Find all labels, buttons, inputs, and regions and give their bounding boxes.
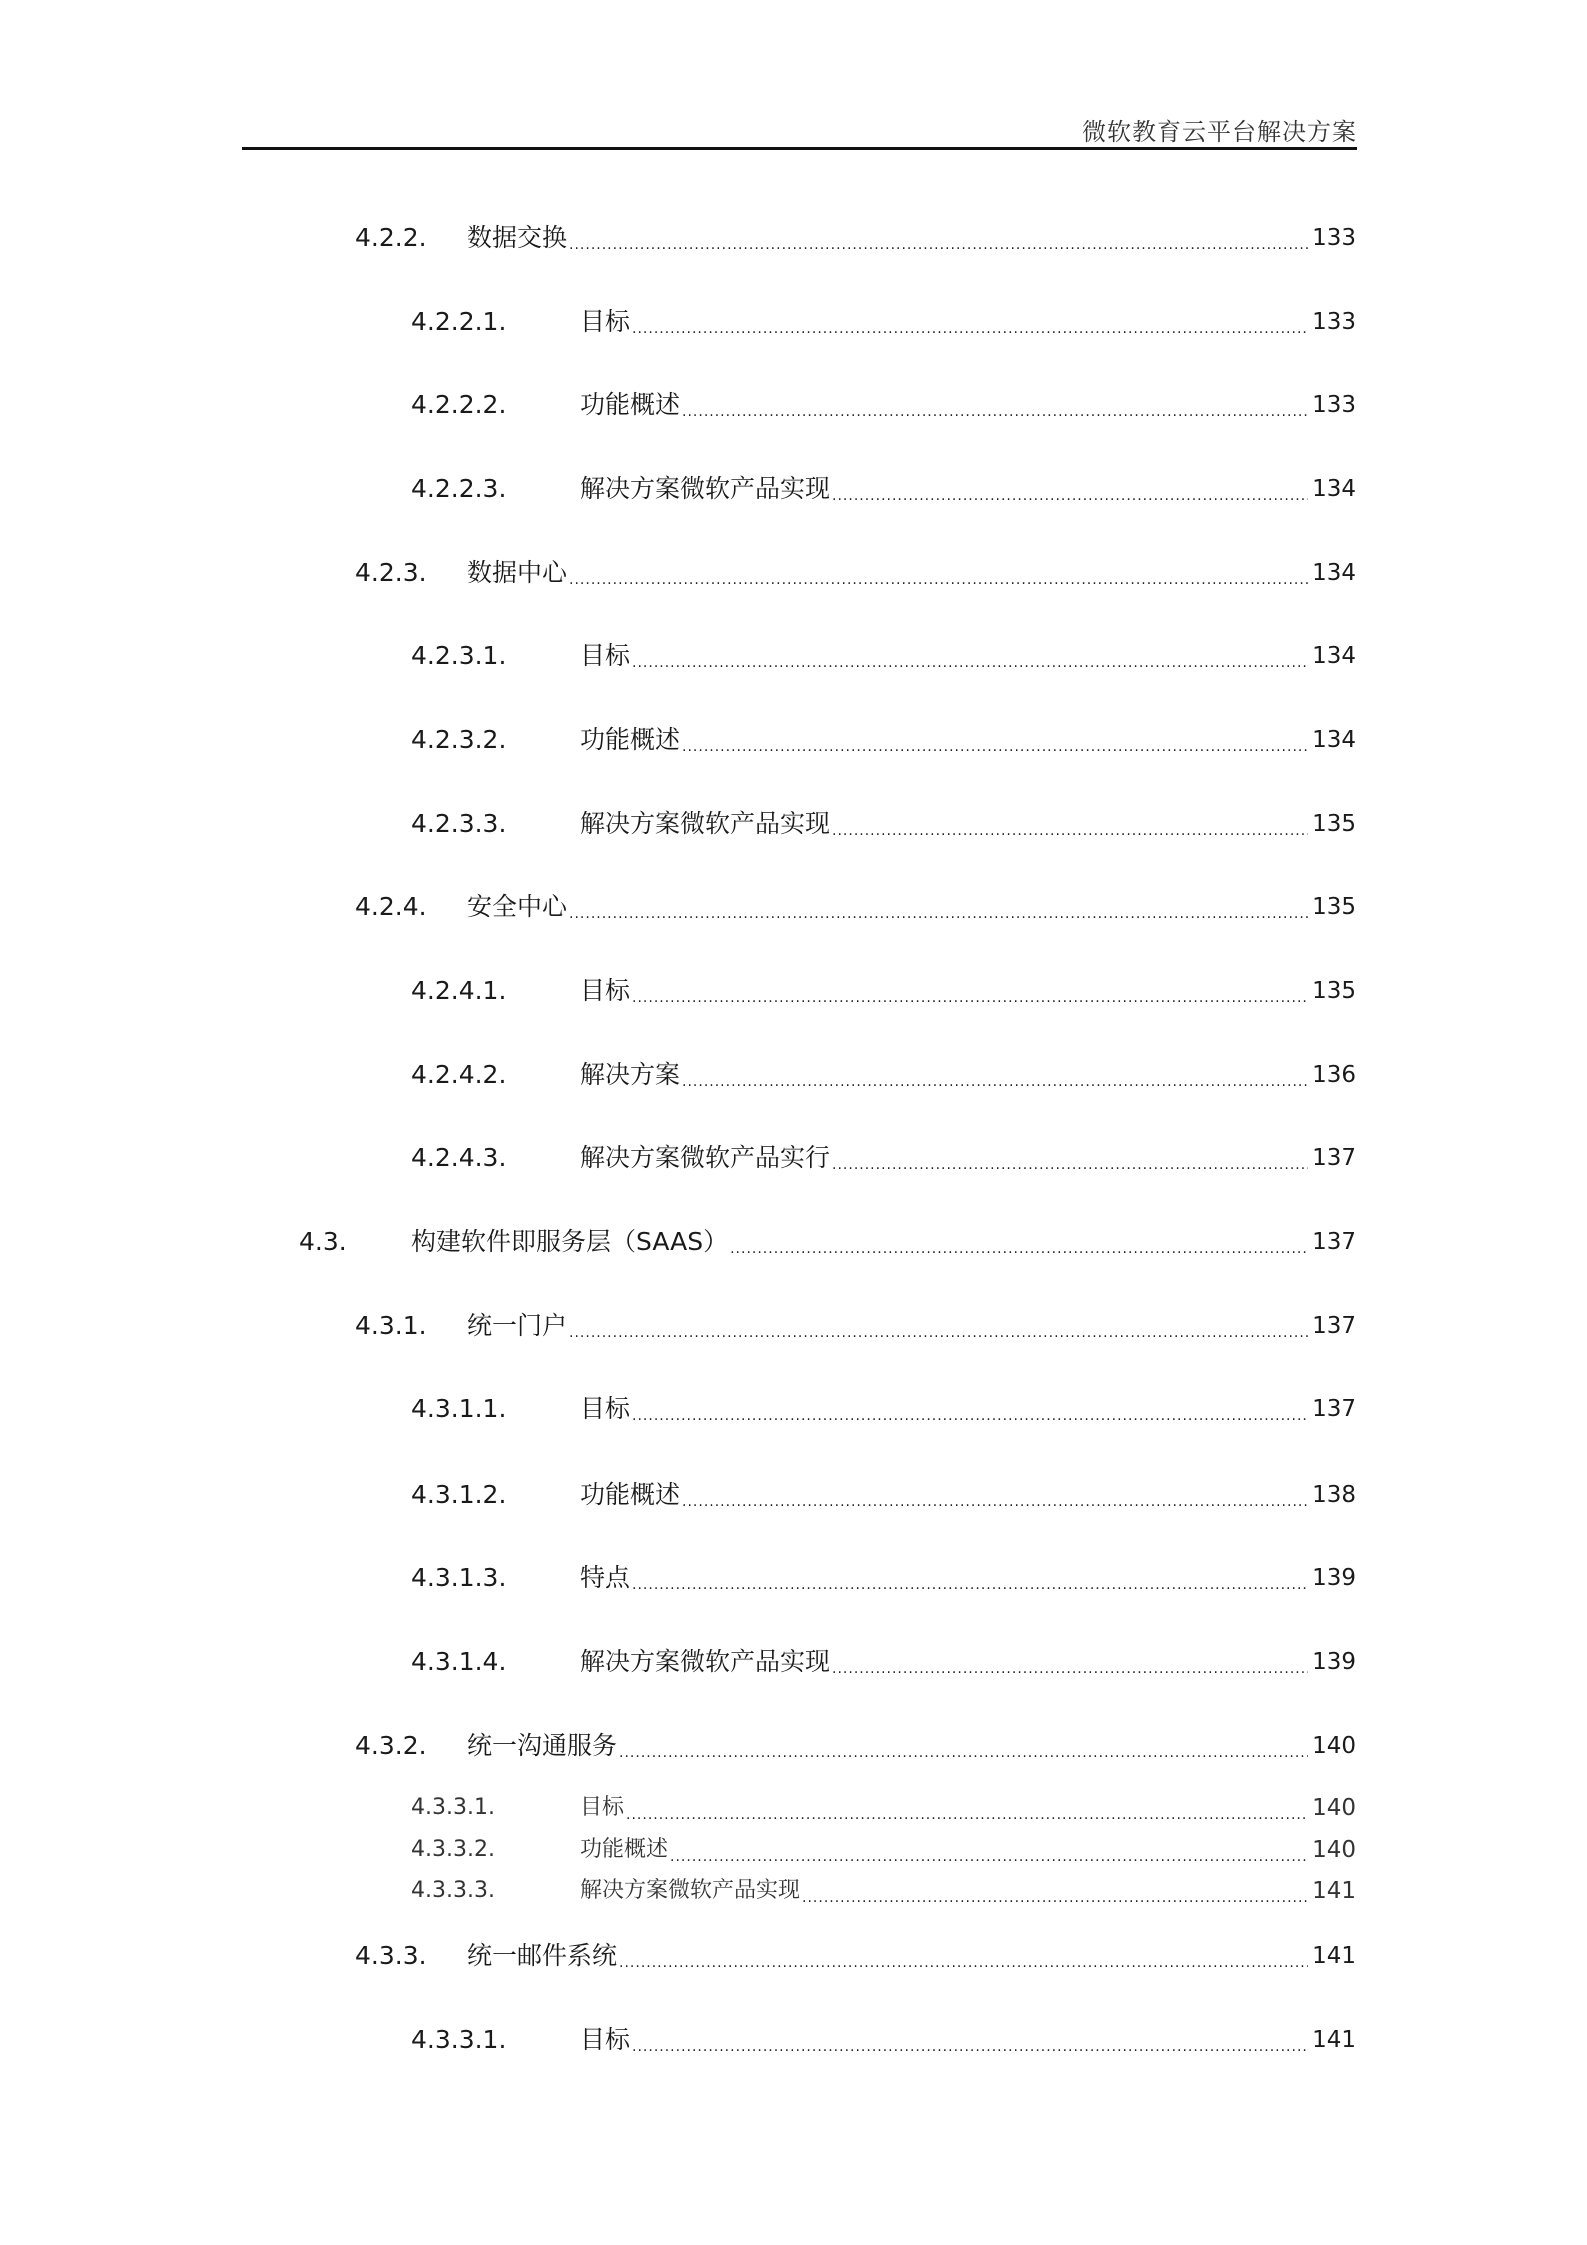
dot-leader bbox=[630, 2023, 1308, 2057]
toc-entry-number: 4.2.2.1. bbox=[411, 307, 507, 336]
toc-entry-title: 解决方案微软产品实行 bbox=[580, 1143, 831, 1172]
dot-leader bbox=[567, 890, 1308, 924]
toc-entry-page: 141 bbox=[1312, 1943, 1356, 1969]
toc-entry-page: 141 bbox=[1312, 2027, 1356, 2053]
toc-entry-title: 解决方案微软产品实现 bbox=[580, 809, 831, 838]
toc-entry-page: 136 bbox=[1312, 1062, 1356, 1088]
toc-entry[interactable] bbox=[355, 890, 1356, 924]
dot-leader bbox=[630, 305, 1308, 339]
toc-entry-page: 134 bbox=[1312, 727, 1356, 753]
toc-entry-number: 4.3.1.3. bbox=[411, 1563, 507, 1592]
toc-entry-title: 解决方案微软产品实现 bbox=[580, 1878, 801, 1903]
toc-entry-title: 目标 bbox=[580, 1394, 631, 1423]
toc-entry-number: 4.3.3.1. bbox=[411, 1795, 495, 1820]
toc-entry[interactable] bbox=[355, 221, 1356, 255]
toc-entry[interactable] bbox=[411, 723, 1356, 757]
toc-entry-number: 4.2.3.3. bbox=[411, 809, 507, 838]
toc-entry-number: 4.2.2.3. bbox=[411, 474, 507, 503]
toc-entry[interactable] bbox=[355, 556, 1356, 590]
toc-entry-title: 目标 bbox=[580, 641, 631, 670]
toc-entry-page: 134 bbox=[1312, 560, 1356, 586]
dot-leader bbox=[630, 974, 1308, 1008]
toc-entry-page: 137 bbox=[1312, 1313, 1356, 1339]
header-divider bbox=[242, 147, 1357, 150]
toc-entry-title: 目标 bbox=[580, 1795, 625, 1820]
dot-leader bbox=[728, 1225, 1308, 1259]
toc-entry-page: 141 bbox=[1312, 1878, 1356, 1904]
toc-entry[interactable] bbox=[355, 1939, 1356, 1973]
toc-entry-title: 特点 bbox=[580, 1563, 631, 1592]
toc-entry-page: 140 bbox=[1312, 1837, 1356, 1863]
dot-leader bbox=[617, 1939, 1308, 1973]
toc-entry-page: 133 bbox=[1312, 225, 1356, 251]
running-header-title: 微软教育云平台解决方案 bbox=[1082, 118, 1357, 146]
dot-leader bbox=[624, 1791, 1308, 1825]
dot-leader bbox=[630, 1392, 1308, 1426]
toc-entry-number: 4.3. bbox=[299, 1227, 347, 1256]
toc-entry[interactable] bbox=[411, 1791, 1356, 1825]
toc-entry-page: 139 bbox=[1312, 1649, 1356, 1675]
toc-entry-title: 目标 bbox=[580, 2025, 631, 2054]
toc-entry-number: 4.2.4.1. bbox=[411, 976, 507, 1005]
toc-entry[interactable] bbox=[411, 1141, 1356, 1175]
toc-entry-page: 133 bbox=[1312, 392, 1356, 418]
toc-entry-title: 安全中心 bbox=[467, 892, 568, 921]
toc-entry[interactable] bbox=[299, 1225, 1356, 1259]
toc-entry[interactable] bbox=[411, 1478, 1356, 1512]
dot-leader bbox=[630, 639, 1308, 673]
dot-leader bbox=[680, 723, 1308, 757]
toc-entry[interactable] bbox=[411, 974, 1356, 1008]
dot-leader bbox=[630, 1561, 1308, 1595]
toc-entry-number: 4.2.3.1. bbox=[411, 641, 507, 670]
toc-entry-title: 数据中心 bbox=[467, 558, 568, 587]
toc-entry-page: 137 bbox=[1312, 1229, 1356, 1255]
toc-entry-title: 统一门户 bbox=[467, 1311, 568, 1340]
toc-entry-number: 4.2.2. bbox=[355, 223, 427, 252]
toc-entry-page: 137 bbox=[1312, 1145, 1356, 1171]
dot-leader bbox=[680, 388, 1308, 422]
toc-entry[interactable] bbox=[355, 1309, 1356, 1343]
dot-leader bbox=[567, 556, 1308, 590]
toc-entry-number: 4.3.3.2. bbox=[411, 1837, 495, 1862]
toc-entry[interactable] bbox=[411, 639, 1356, 673]
dot-leader bbox=[617, 1729, 1308, 1763]
toc-entry-number: 4.3.2. bbox=[355, 1731, 427, 1760]
toc-entry-number: 4.2.3. bbox=[355, 558, 427, 587]
toc-entry-page: 138 bbox=[1312, 1482, 1356, 1508]
toc-entry-number: 4.3.1.1. bbox=[411, 1394, 507, 1423]
toc-entry[interactable] bbox=[411, 305, 1356, 339]
dot-leader bbox=[830, 1141, 1308, 1175]
toc-entry[interactable] bbox=[411, 2023, 1356, 2057]
toc-entry-title: 解决方案微软产品实现 bbox=[580, 1647, 831, 1676]
toc-entry[interactable] bbox=[411, 1058, 1356, 1092]
toc-entry-title: 数据交换 bbox=[467, 223, 568, 252]
toc-entry-title: 功能概述 bbox=[580, 1480, 681, 1509]
toc-entry-title: 构建软件即服务层（SAAS） bbox=[411, 1227, 729, 1256]
toc-entry[interactable] bbox=[411, 1874, 1356, 1908]
toc-entry-page: 135 bbox=[1312, 811, 1356, 837]
toc-entry-title: 目标 bbox=[580, 307, 631, 336]
toc-entry[interactable] bbox=[411, 1561, 1356, 1595]
dot-leader bbox=[567, 1309, 1308, 1343]
toc-entry-page: 135 bbox=[1312, 978, 1356, 1004]
toc-entry-page: 134 bbox=[1312, 476, 1356, 502]
toc-entry-page: 140 bbox=[1312, 1733, 1356, 1759]
toc-entry[interactable] bbox=[411, 388, 1356, 422]
dot-leader bbox=[830, 1645, 1308, 1679]
toc-entry-title: 解决方案微软产品实现 bbox=[580, 474, 831, 503]
toc-entry-page: 139 bbox=[1312, 1565, 1356, 1591]
toc-entry-title: 统一邮件系统 bbox=[467, 1941, 618, 1970]
toc-entry-number: 4.2.4. bbox=[355, 892, 427, 921]
toc-entry-title: 解决方案 bbox=[580, 1060, 681, 1089]
toc-entry-number: 4.3.1.4. bbox=[411, 1647, 507, 1676]
toc-entry-number: 4.3.3.3. bbox=[411, 1878, 495, 1903]
toc-entry-page: 135 bbox=[1312, 894, 1356, 920]
toc-entry-number: 4.3.1.2. bbox=[411, 1480, 507, 1509]
dot-leader bbox=[567, 221, 1308, 255]
toc-entry[interactable] bbox=[355, 1729, 1356, 1763]
toc-entry-title: 功能概述 bbox=[580, 390, 681, 419]
toc-entry-page: 140 bbox=[1312, 1795, 1356, 1821]
toc-entry-number: 4.2.2.2. bbox=[411, 390, 507, 419]
dot-leader bbox=[830, 472, 1308, 506]
toc-entry-number: 4.3.1. bbox=[355, 1311, 427, 1340]
dot-leader bbox=[800, 1874, 1308, 1908]
toc-entry-number: 4.2.3.2. bbox=[411, 725, 507, 754]
dot-leader bbox=[680, 1058, 1308, 1092]
dot-leader bbox=[668, 1833, 1308, 1867]
toc-entry[interactable] bbox=[411, 472, 1356, 506]
toc-entry[interactable] bbox=[411, 1645, 1356, 1679]
toc-entry-page: 133 bbox=[1312, 309, 1356, 335]
toc-entry-number: 4.3.3. bbox=[355, 1941, 427, 1970]
toc-entry-title: 功能概述 bbox=[580, 725, 681, 754]
toc-entry[interactable] bbox=[411, 1392, 1356, 1426]
toc-entry-number: 4.2.4.3. bbox=[411, 1143, 507, 1172]
dot-leader bbox=[830, 807, 1308, 841]
toc-entry-title: 功能概述 bbox=[580, 1837, 669, 1862]
toc-entry-title: 统一沟通服务 bbox=[467, 1731, 618, 1760]
toc-entry-title: 目标 bbox=[580, 976, 631, 1005]
toc-entry[interactable] bbox=[411, 807, 1356, 841]
toc-entry-page: 137 bbox=[1312, 1396, 1356, 1422]
toc-entry[interactable] bbox=[411, 1833, 1356, 1867]
toc-entry-number: 4.2.4.2. bbox=[411, 1060, 507, 1089]
toc-entry-page: 134 bbox=[1312, 643, 1356, 669]
dot-leader bbox=[680, 1478, 1308, 1512]
toc-entry-number: 4.3.3.1. bbox=[411, 2025, 507, 2054]
